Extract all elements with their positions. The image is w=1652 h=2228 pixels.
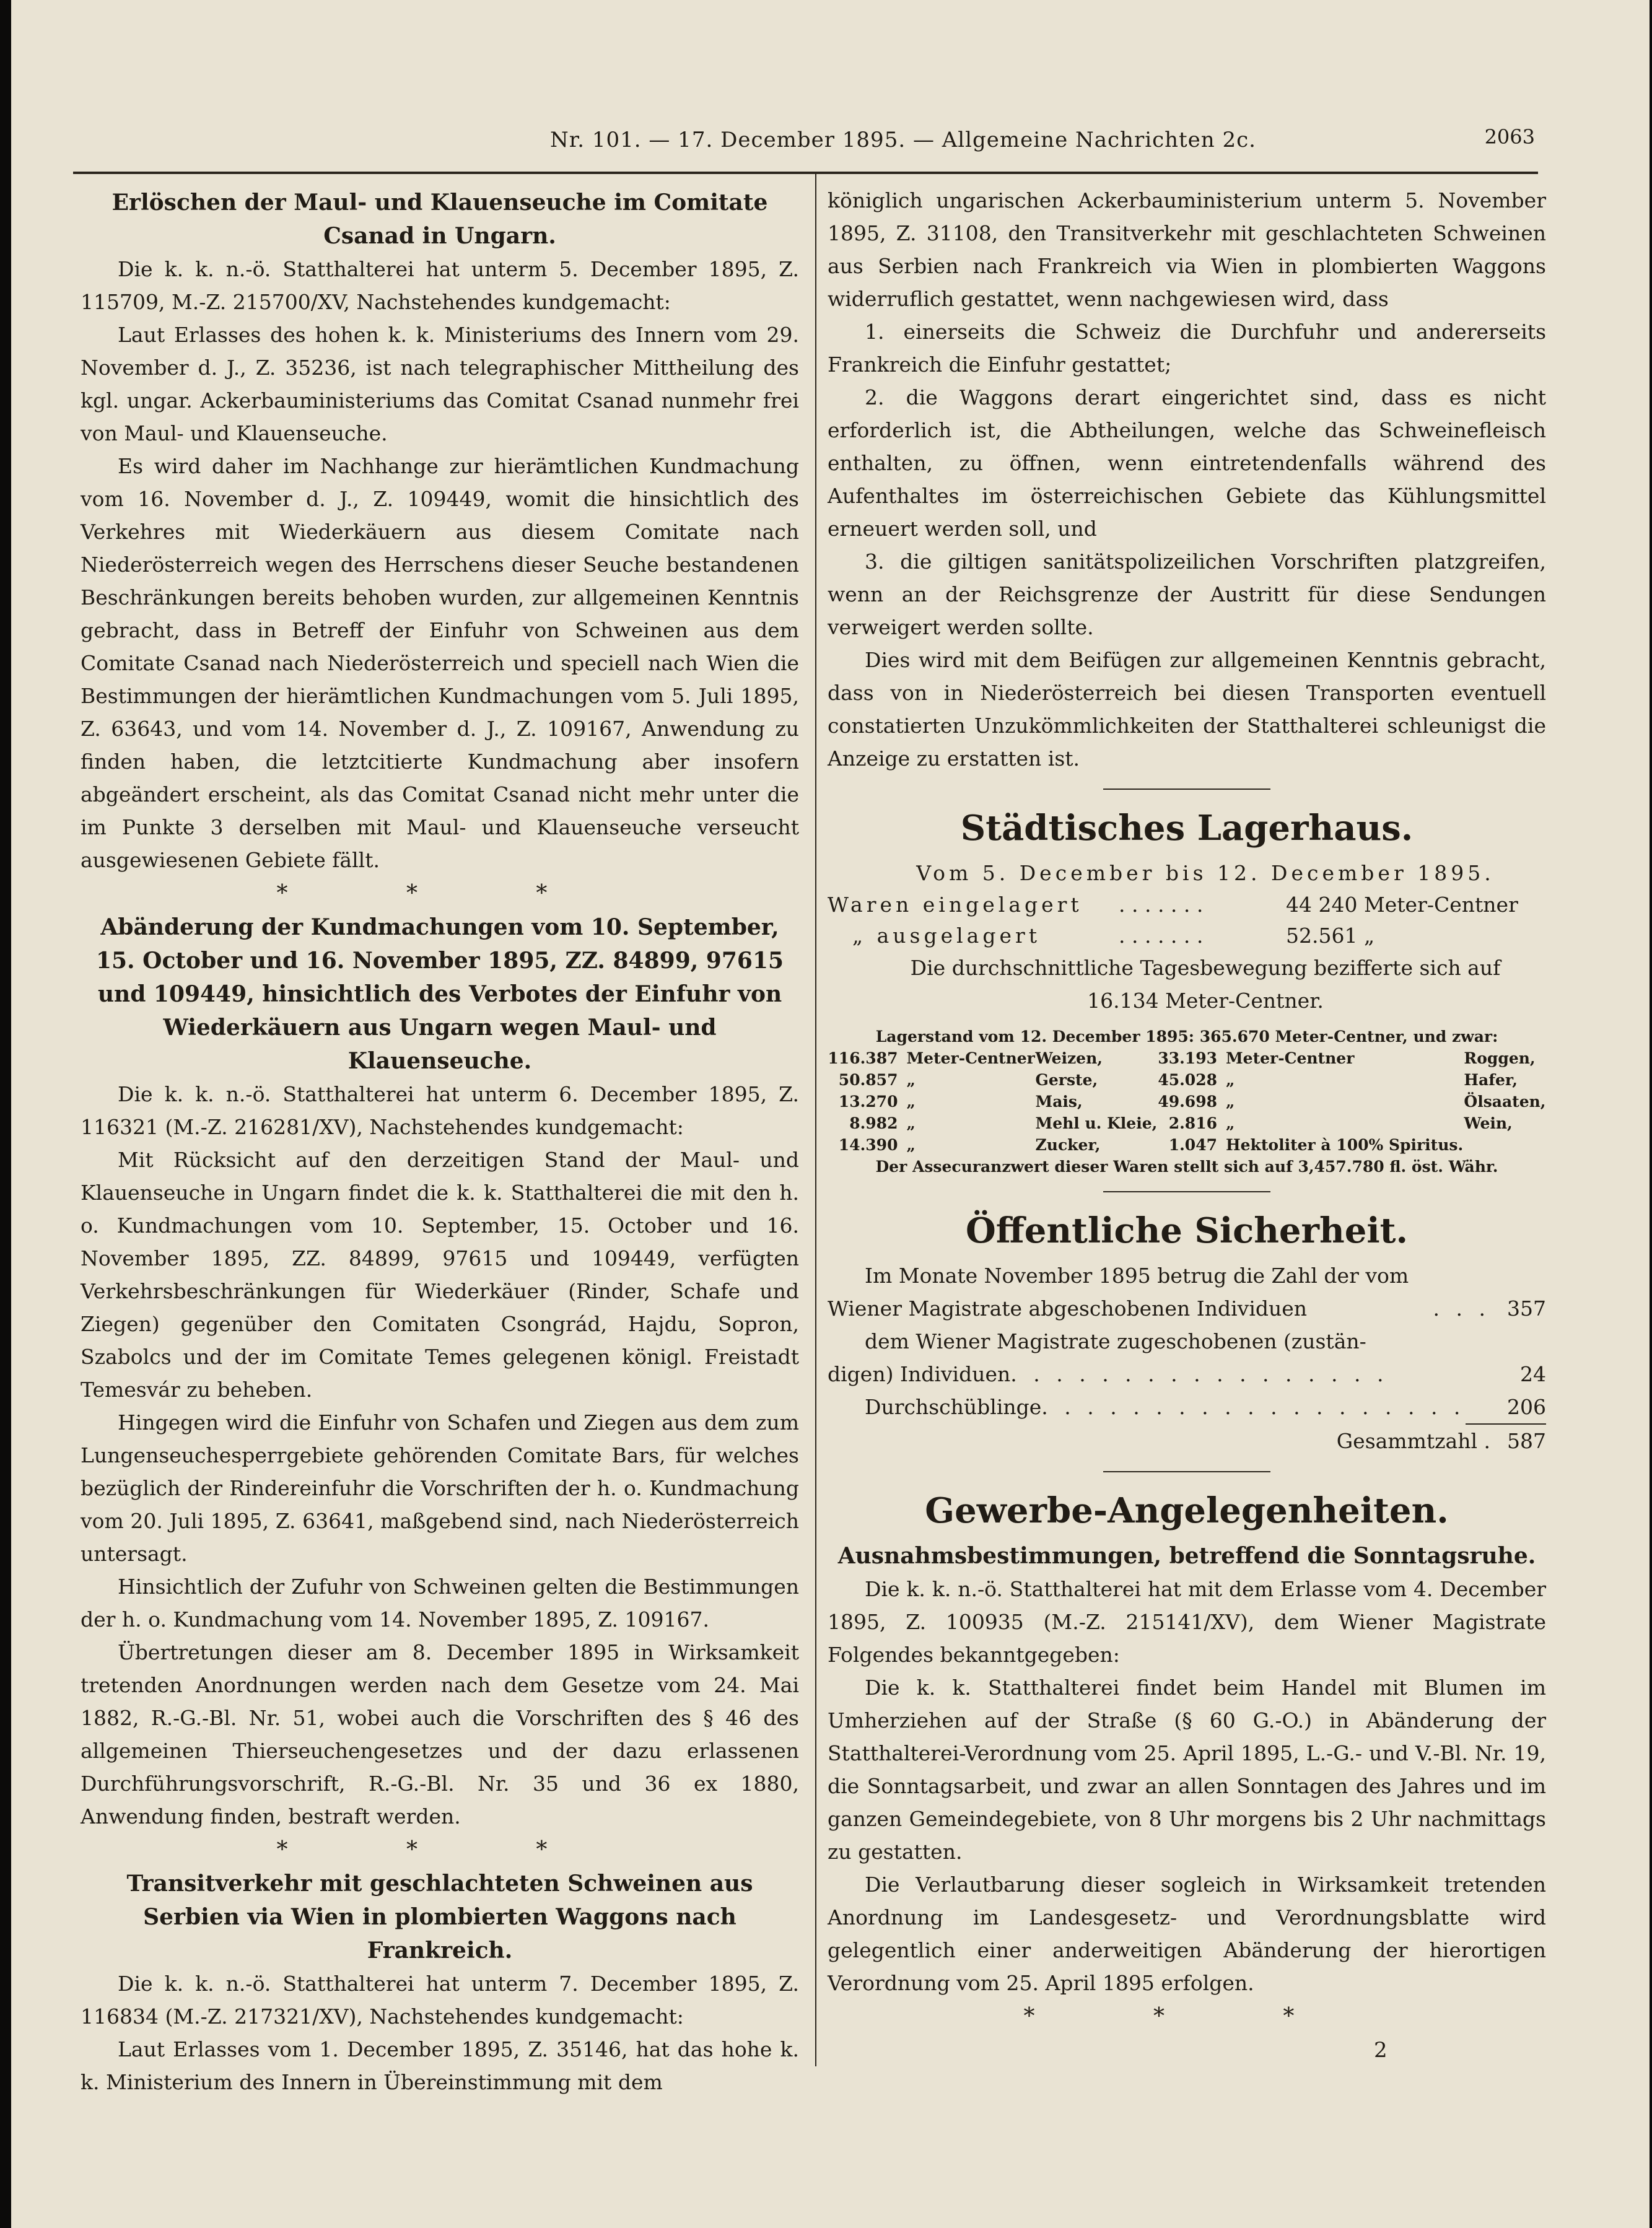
lagerhaus-out-label: „ ausgelagert	[852, 924, 1041, 948]
lagerstand-cell: „	[906, 1114, 916, 1132]
lagerstand-cell: 2.816	[1168, 1114, 1217, 1132]
lagerstand-row	[828, 1091, 1546, 1112]
paragraph: Dies wird mit dem Beifügen zur allgemeinen Kenntnis gebracht, dass von in Niederösterreich bei diesen Transporten eventuell constatierten Unzukömmlichkeiten der Statthalterei schleunigst die Anzeige zu erstatten ist.	[828, 648, 1546, 771]
page-header	[11, 121, 1650, 159]
lagerstand-cell: 49.698	[1158, 1093, 1217, 1111]
newspaper-page	[11, 0, 1650, 2228]
lagerstand-cell: Mehl u. Kleie,	[1035, 1114, 1158, 1132]
lagerstand-cell: Weizen,	[1035, 1049, 1103, 1067]
sicherheit-row-total	[828, 1425, 1546, 1457]
total-label: Gesammtzahl .	[1336, 1429, 1490, 1453]
lagerstand-cell: Wein,	[1464, 1114, 1513, 1132]
sicherheit-row-zugeschoben-label: dem Wiener Magistrate zugeschobenen (zustän-	[865, 1329, 1366, 1353]
signature-mark: 2	[1374, 2038, 1388, 2063]
lagerhaus-average-value: 16.134 Meter-Centner.	[1087, 989, 1324, 1013]
section-title-gewerbe: Gewerbe-Angelegenheiten.	[925, 1490, 1449, 1531]
left-column	[81, 186, 799, 2099]
lagerstand-grid	[828, 1047, 1546, 1156]
row-label: digen) Individuen	[828, 1362, 1011, 1386]
lagerstand-cell: Hafer,	[1464, 1071, 1518, 1089]
lagerstand-cell: 13.270	[838, 1093, 898, 1111]
sicherheit-row-zugeschoben	[828, 1358, 1546, 1391]
lagerhaus-out-value: 52.561 „	[1286, 924, 1375, 948]
paragraph: Die k. k. Statthalterei findet beim Handel mit Blumen im Umherziehen auf der Straße (§ 60 G.-O.) in Abänderung der Statthalterei-Verordnung vom 25. April 1895, L.-G.- und V.-Bl. Nr. 19, die Sonntagsarbeit, und zwar an allen Sonntagen des Jahres und im ganzen Gemeindegebiete, von 8 Uhr morgens bis 2 Uhr nachmittags zu gestatten.	[828, 1675, 1546, 1864]
lagerstand-cell: Hektoliter à 100% Spiritus.	[1226, 1136, 1464, 1154]
header-line: Nr. 101. — 17. December 1895. — Allgemeine Nachrichten 2c.	[549, 128, 1256, 152]
lagerstand-row	[828, 1112, 1546, 1134]
lagerstand-row	[828, 1069, 1546, 1091]
section-rule	[1103, 1191, 1270, 1192]
list-item: 1. einerseits die Schweiz die Durchfuhr und andererseits Frankreich die Einfuhr gestattet;	[828, 320, 1546, 377]
row-label: Durchschüblinge	[865, 1395, 1042, 1419]
leader-dots: . . . . . . . . . . . . . . . . .	[1010, 1362, 1389, 1386]
lagerstand-cell: 8.982	[849, 1114, 898, 1132]
leader-dots: . . .	[1433, 1296, 1490, 1321]
lagerstand-row	[828, 1047, 1546, 1069]
lagerstand-cell: Roggen,	[1464, 1049, 1536, 1067]
leader-dots: . . . . . . .	[1119, 924, 1204, 948]
lagerstand-cell: 116.387	[828, 1049, 898, 1067]
paragraph: Mit Rücksicht auf den derzeitigen Stand der Maul- und Klauenseuche in Ungarn findet die k. k. Statthalterei die mit den h. o. Kundmachungen vom 10. September, 15. October und 16. November 1895, ZZ. 84899, 97615 und 109449, verfügten Verkehrsbeschränkungen für Wiederkäuer (Rinder, Schafe und Ziegen) gegenüber den Comitaten Csongrád, Hajdu, Sopron, Szabolcs und der im Comitate Temes gelegenen königl. Freistadt Temesvár zu beheben.	[81, 1148, 799, 1402]
section-title-sicherheit: Öffentliche Sicherheit.	[965, 1210, 1409, 1251]
header-rule	[73, 172, 1538, 174]
paragraph: Hinsichtlich der Zufuhr von Schweinen gelten die Bestimmungen der h. o. Kundmachung vom 14. November 1895, Z. 109167.	[81, 1575, 799, 1632]
leader-dots: . . . . . . .	[1119, 893, 1204, 917]
lagerstand-heading: Lagerstand vom 12. December 1895: 365.670 Meter-Centner, und zwar:	[875, 1028, 1498, 1046]
lagerstand-cell: 45.028	[1158, 1071, 1217, 1089]
lagerhaus-in-label: Waren eingelagert	[828, 893, 1083, 917]
row-value: 206	[1507, 1395, 1546, 1419]
paragraph: Hingegen wird die Einfuhr von Schafen und Ziegen aus dem zum Lungenseuchesperrgebiete gehörenden Comitate Bars, für welches bezüglich der Rindereinfuhr die Vorschriften der h. o. Kundmachung vom 20. Juli 1895, Z. 63641, maßgebend sind, nach Niederösterreich untersagt.	[81, 1410, 799, 1566]
lagerstand-cell: Gerste,	[1035, 1071, 1098, 1089]
list-item: 2. die Waggons derart eingerichtet sind, dass es nicht erforderlich ist, die Abtheilungen, welche das Schweinefleisch enthalten, zu öffnen, wenn eintretendenfalls während des Aufenthaltes im österreichischen Gebiete das Kühlungsmittel erneuert werden soll, und	[828, 385, 1546, 541]
lagerhaus-in-value: 44 240 Meter-Centner	[1286, 893, 1518, 917]
article-title-csanad: Erlöschen der Maul- und Klauenseuche im Comitate Csanad in Ungarn.	[111, 190, 768, 249]
sicherheit-row-durchschueblinge	[828, 1391, 1546, 1423]
lagerstand-row	[828, 1134, 1546, 1156]
assecuranz-line: Der Assecuranzwert dieser Waren stellt sich auf 3,457.780 fl. öst. Währ.	[875, 1158, 1498, 1176]
column-divider	[815, 174, 816, 2066]
section-separator: * * *	[276, 1837, 603, 1863]
lagerstand-cell: 14.390	[838, 1136, 898, 1154]
lagerstand-cell: „	[906, 1093, 916, 1111]
paragraph: königlich ungarischen Ackerbauministerium unterm 5. November 1895, Z. 31108, den Transitverkehr mit geschlachteten Schweinen aus Serbien nach Frankreich via Wien in plombierten Waggons widerruflich gestattet, wenn nachgewiesen wird, dass	[828, 188, 1546, 311]
paragraph: Übertretungen dieser am 8. December 1895 in Wirksamkeit tretenden Anordnungen werden nach dem Gesetze vom 24. Mai 1882, R.-G.-Bl. Nr. 51, wobei auch die Vorschriften des § 46 des allgemeinen Thierseuchengesetzes und der dazu erlassenen Durchführungsvorschrift, R.-G.-Bl. Nr. 35 und 36 ex 1880, Anwendung finden, bestraft werden.	[81, 1640, 799, 1828]
gewerbe-subtitle: Ausnahmsbestimmungen, betreffend die Sonntagsruhe.	[837, 1543, 1536, 1569]
leader-dots: . . . . . . . . . . . . . . . . . . .	[1041, 1395, 1466, 1419]
sicherheit-intro: Im Monate November 1895 betrug die Zahl der vom	[865, 1264, 1409, 1288]
spacer	[828, 1425, 1337, 1457]
section-separator: * * *	[276, 881, 603, 906]
article-title-transitverkehr: Transitverkehr mit geschlachteten Schweinen aus Serbien via Wien in plombierten Waggons nach Frankreich.	[126, 1871, 753, 1964]
lagerstand-cell: Ölsaaten,	[1464, 1093, 1546, 1111]
paragraph: Die k. k. n.-ö. Statthalterei hat unterm 7. December 1895, Z. 116834 (M.-Z. 217321/XV), Nachstehendes kundgemacht:	[81, 1972, 799, 2029]
article-title-abaenderung: Abänderung der Kundmachungen vom 10. September, 15. October und 16. November 1895, ZZ. 84899, 97615 und 109449, hinsichtlich des Verbotes der Einfuhr von Wiederkäuern aus Ungarn wegen Maul- und Klauenseuche.	[95, 914, 784, 1074]
lagerhaus-in-row	[828, 889, 1546, 920]
lagerstand-cell: „	[1226, 1071, 1235, 1089]
list-item: 3. die giltigen sanitätspolizeilichen Vorschriften platzgreifen, wenn an der Reichsgrenze der Austritt für diese Sendungen verweigert werden sollte.	[828, 549, 1546, 639]
paragraph: Die k. k. n.-ö. Statthalterei hat unterm 6. December 1895, Z. 116321 (M.-Z. 216281/XV), Nachstehendes kundgemacht:	[81, 1082, 799, 1139]
lagerstand-table	[828, 1026, 1546, 1177]
section-title-lagerhaus: Städtisches Lagerhaus.	[960, 808, 1414, 849]
paragraph: Laut Erlasses des hohen k. k. Ministeriums des Innern vom 29. November d. J., Z. 35236, ist nach telegraphischer Mittheilung des kgl. ungar. Ackerbauministeriums das Comitat Csanad nunmehr frei von Maul- und Klauenseuche.	[81, 323, 799, 445]
section-rule	[1103, 1471, 1270, 1472]
section-rule	[1103, 789, 1270, 790]
total-value: 587	[1507, 1429, 1546, 1453]
lagerhaus-out-row	[828, 920, 1546, 951]
paragraph: Die Verlautbarung dieser sogleich in Wirksamkeit tretenden Anordnung im Landesgesetz- und Verordnungsblatte wird gelegentlich einer anderweitigen Abänderung der hierortigen Verordnung vom 25. April 1895 erfolgen.	[828, 1872, 1546, 1995]
paragraph: Die k. k. n.-ö. Statthalterei hat unterm 5. December 1895, Z. 115709, M.-Z. 215700/XV, Nachstehendes kundgemacht:	[81, 257, 799, 314]
lagerstand-cell: 33.193	[1158, 1049, 1217, 1067]
sicherheit-row-abgeschoben	[828, 1292, 1546, 1325]
row-value: 24	[1520, 1362, 1546, 1386]
lagerstand-cell: Zucker,	[1035, 1136, 1101, 1154]
lagerhaus-average-text: Die durchschnittliche Tagesbewegung bezifferte sich auf	[910, 956, 1501, 980]
lagerhaus-period: Vom 5. December bis 12. December 1895.	[916, 861, 1495, 885]
lagerstand-cell: „	[1226, 1093, 1235, 1111]
lagerstand-cell: Meter-Centner	[906, 1049, 1035, 1067]
lagerstand-cell	[1464, 1134, 1546, 1156]
lagerstand-cell: „	[1226, 1114, 1235, 1132]
lagerstand-cell: Mais,	[1035, 1093, 1083, 1111]
lagerstand-cell: Meter-Centner	[1226, 1049, 1355, 1067]
paragraph: Laut Erlasses vom 1. December 1895, Z. 35146, hat das hohe k. k. Ministerium des Innern in Übereinstimmung mit dem	[81, 2037, 799, 2094]
row-value: 357	[1507, 1296, 1546, 1321]
row-label: Wiener Magistrate abgeschobenen Individuen	[828, 1296, 1308, 1321]
lagerstand-cell: 50.857	[838, 1071, 898, 1089]
right-column	[828, 184, 1546, 2034]
page-number: 2063	[1484, 125, 1535, 149]
section-separator: * * *	[1023, 2004, 1350, 2029]
lagerstand-cell: 1.047	[1168, 1136, 1217, 1154]
lagerstand-cell: „	[906, 1071, 916, 1089]
paragraph: Die k. k. n.-ö. Statthalterei hat mit dem Erlasse vom 4. December 1895, Z. 100935 (M.-Z. 215141/XV), dem Wiener Magistrate Folgendes bekanntgegeben:	[828, 1577, 1546, 1667]
lagerstand-cell: „	[906, 1136, 916, 1154]
paragraph: Es wird daher im Nachhange zur hierämtlichen Kundmachung vom 16. November d. J., Z. 109449, womit die hinsichtlich des Verkehres mit Wiederkäuern aus diesem Comitate nach Niederösterreich wegen des Herrschens dieser Seuche bestandenen Beschränkungen bereits behoben wurden, zur allgemeinen Kenntnis gebracht, dass in Betreff der Einfuhr von Schweinen aus dem Comitate Csanad nach Niederösterreich und speciell nach Wien die Bestimmungen der hierämtlichen Kundmachungen vom 5. Juli 1895, Z. 63643, und vom 14. November d. J., Z. 109167, Anwendung zu finden haben, die letztcitierte Kundmachung aber insofern abgeändert erscheint, als das Comitat Csanad nicht mehr unter die im Punkte 3 derselben mit Maul- und Klauenseuche verseucht ausgewiesenen Gebiete fällt.	[81, 454, 799, 872]
